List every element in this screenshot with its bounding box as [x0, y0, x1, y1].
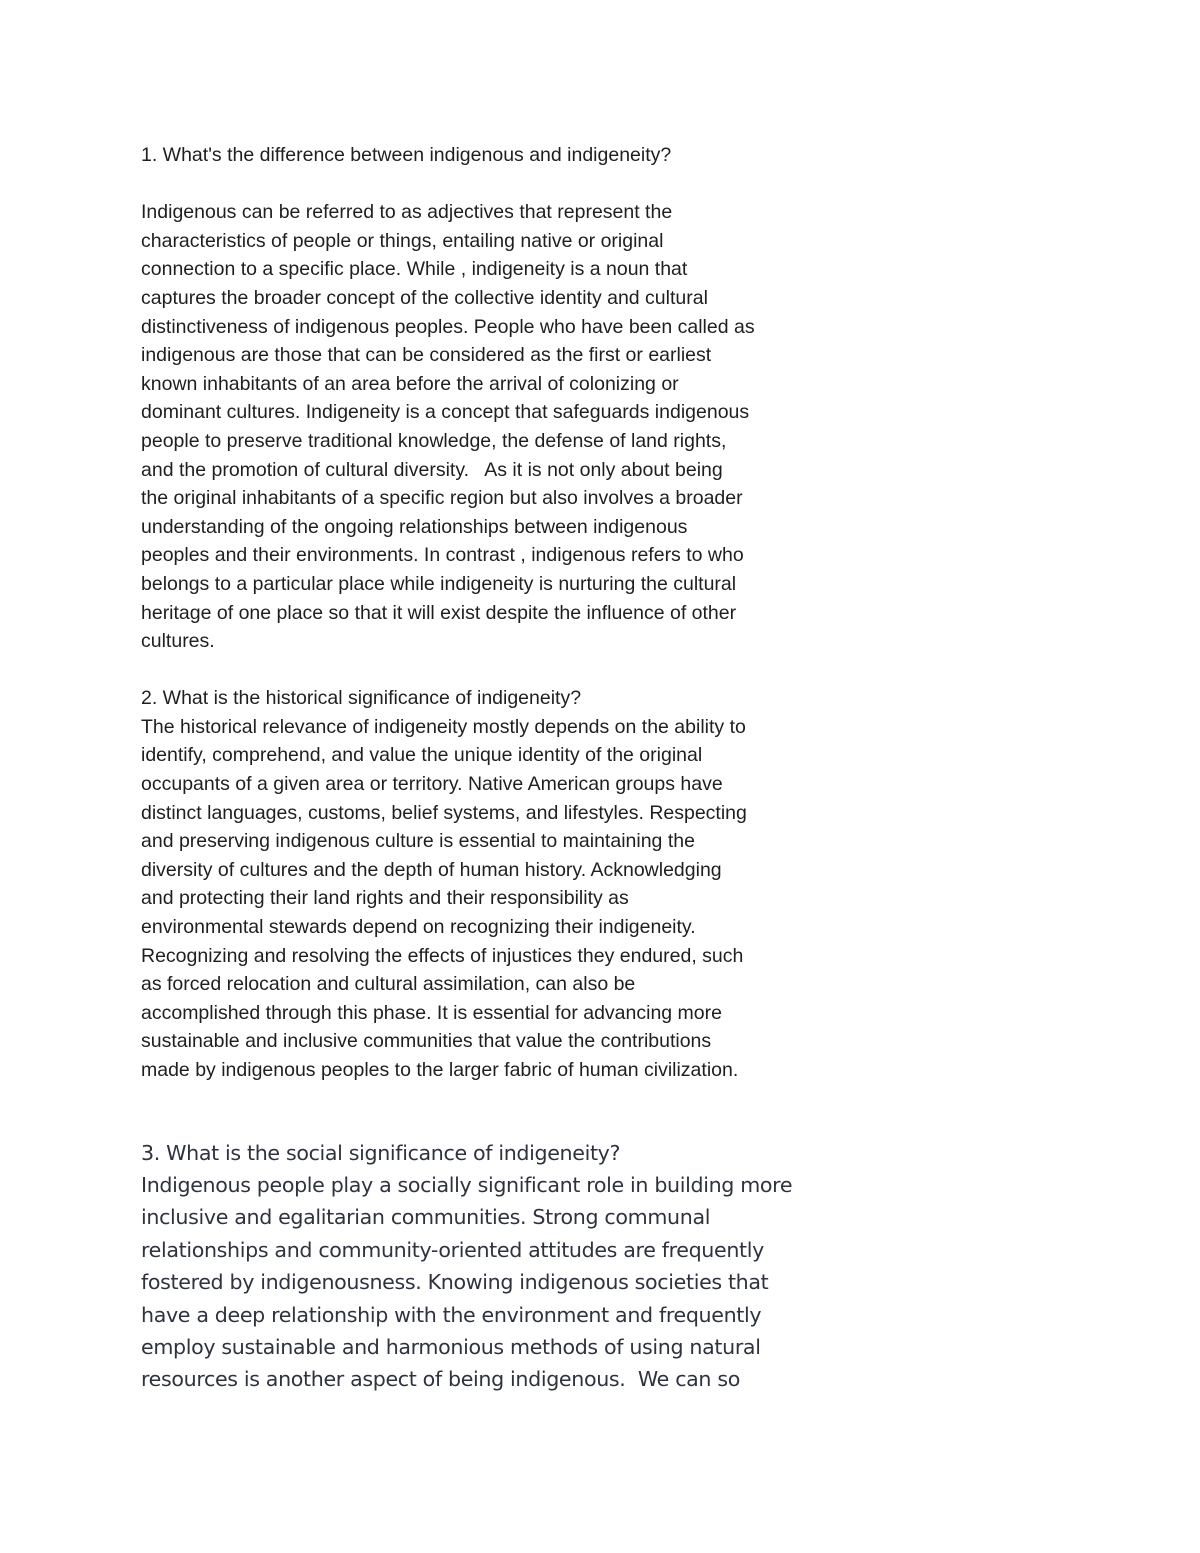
answer-line: diversity of cultures and the depth of human history. Acknowledging: [141, 858, 722, 881]
answer-line: peoples and their environments. In contrast , indigenous refers to who: [141, 544, 744, 567]
section-1-question: 1. What's the difference between indigenous and indigeneity?: [141, 144, 672, 166]
answer-line: resources is another aspect of being indigenous. We can so: [141, 1367, 740, 1392]
answer-line: captures the broader concept of the collective identity and cultural: [141, 286, 708, 309]
answer-line: relationships and community-oriented attitudes are frequently: [141, 1237, 764, 1262]
answer-line: known inhabitants of an area before the arrival of colonizing or: [141, 372, 679, 395]
section-3-answer: [141, 1169, 841, 1396]
section-2: [141, 684, 841, 1084]
answer-line: as forced relocation and cultural assimilation, can also be: [141, 973, 636, 996]
document-body: [141, 141, 841, 1396]
answer-line: dominant cultures. Indigeneity is a concept that safeguards indigenous: [141, 401, 750, 424]
answer-line: accomplished through this phase. It is essential for advancing more: [141, 1001, 722, 1024]
answer-line: distinctiveness of indigenous peoples. People who have been called as: [141, 315, 755, 338]
answer-line: fostered by indigenousness. Knowing indigenous societies that: [141, 1270, 769, 1295]
blank-line: [141, 170, 841, 199]
answer-line: and protecting their land rights and their responsibility as: [141, 887, 629, 910]
answer-line: cultures.: [141, 630, 215, 653]
answer-line: and the promotion of cultural diversity. As it is not only about being: [141, 458, 723, 481]
answer-line: connection to a specific place. While , indigeneity is a noun that: [141, 258, 688, 281]
answer-line: Indigenous people play a socially significant role in building more: [141, 1172, 793, 1197]
answer-line: have a deep relationship with the environment and frequently: [141, 1302, 762, 1327]
answer-line: distinct languages, customs, belief systems, and lifestyles. Respecting: [141, 801, 747, 824]
answer-line: employ sustainable and harmonious methods of using natural: [141, 1334, 761, 1359]
answer-line: and preserving indigenous culture is essential to maintaining the: [141, 830, 695, 853]
section-3-question: 3. What is the social significance of indigeneity?: [141, 1140, 621, 1165]
section-2-answer: [141, 713, 841, 1085]
section-1-answer: [141, 198, 841, 656]
section-spacer: [141, 1085, 841, 1137]
answer-line: the original inhabitants of a specific region but also involves a broader: [141, 487, 743, 510]
answer-line: Recognizing and resolving the effects of injustices they endured, such: [141, 944, 744, 967]
answer-line: belongs to a particular place while indigeneity is nurturing the cultural: [141, 572, 737, 595]
answer-line: people to preserve traditional knowledge, the defense of land rights,: [141, 429, 727, 452]
section-3: [141, 1137, 841, 1396]
section-1: [141, 141, 841, 656]
answer-line: understanding of the ongoing relationships between indigenous: [141, 515, 688, 538]
answer-line: heritage of one place so that it will exist despite the influence of other: [141, 601, 737, 624]
answer-line: The historical relevance of indigeneity mostly depends on the ability to: [141, 715, 746, 738]
answer-line: characteristics of people or things, entailing native or original: [141, 229, 664, 252]
answer-line: inclusive and egalitarian communities. Strong communal: [141, 1205, 711, 1230]
answer-line: occupants of a given area or territory. Native American groups have: [141, 773, 723, 796]
section-2-question: 2. What is the historical significance of indigeneity?: [141, 687, 582, 710]
answer-line: Indigenous can be referred to as adjectives that represent the: [141, 201, 673, 224]
answer-line: sustainable and inclusive communities that value the contributions: [141, 1030, 712, 1053]
answer-line: indigenous are those that can be considered as the first or earliest: [141, 344, 712, 367]
answer-line: identify, comprehend, and value the unique identity of the original: [141, 744, 703, 767]
blank-line: [141, 656, 841, 685]
answer-line: environmental stewards depend on recognizing their indigeneity.: [141, 916, 696, 939]
answer-line: made by indigenous peoples to the larger fabric of human civilization.: [141, 1059, 739, 1081]
